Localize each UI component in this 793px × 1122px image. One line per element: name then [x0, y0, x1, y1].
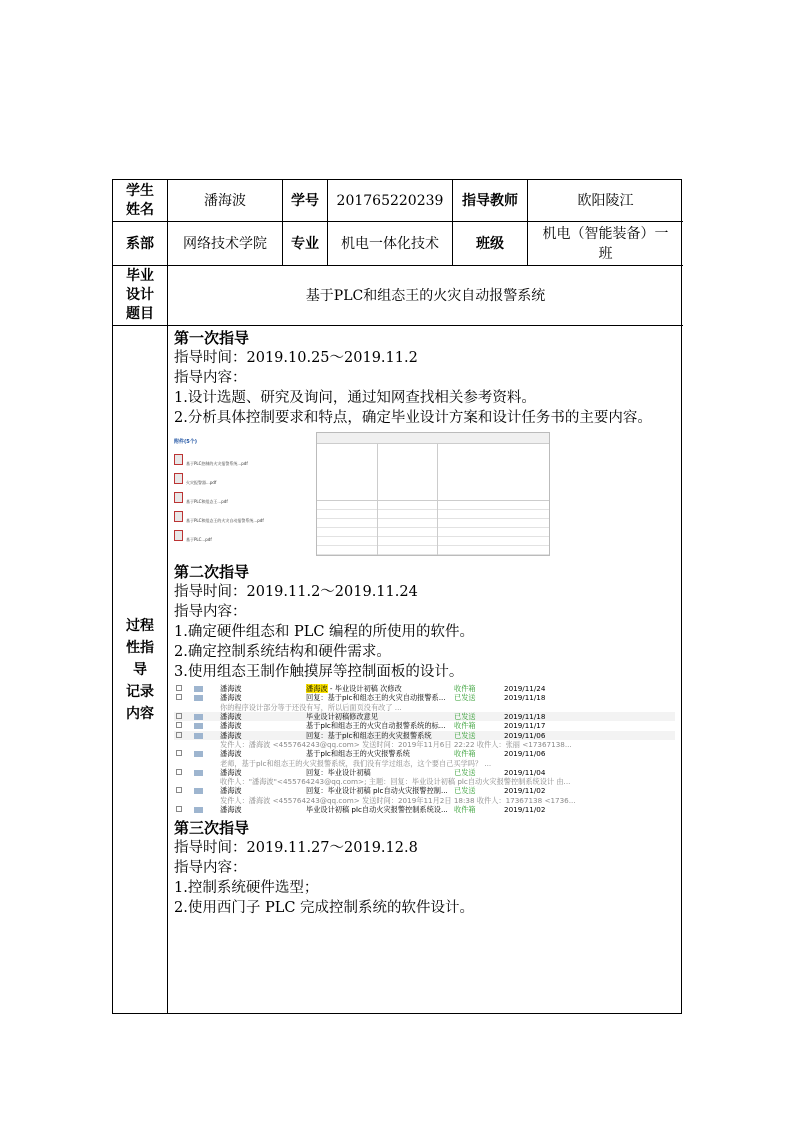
mail-row: 潘海波 毕业设计初稿修改意见 已发送 2019/11/18	[174, 712, 675, 721]
spreadsheet-preview	[316, 432, 550, 556]
guidance-1-title: 第一次指导	[174, 329, 250, 347]
spreadsheet-header	[317, 433, 549, 444]
mail-icon	[194, 723, 203, 729]
process-content	[168, 326, 681, 1014]
topic-title: 基于PLC和组态王的火灾自动报警系统	[168, 266, 683, 326]
mail-row: 潘海波 基于plc和组态王的火灾报警系统 收件箱 2019/11/06	[174, 749, 675, 758]
pdf-icon	[174, 530, 183, 541]
guidance-2-title: 第二次指导	[174, 563, 250, 581]
major: 机电一体化技术	[328, 222, 453, 266]
mail-icon	[194, 714, 203, 720]
mail-preview: 收件人："潘海波"<455764243@qq.com>; 主题：回复：毕业设计初稿 plc自动火灾报警控制系统设计 由...	[220, 777, 571, 787]
major-label: 专业	[283, 222, 328, 266]
guidance-2-time: 指导时间：2019.11.2～2019.11.24	[174, 584, 418, 600]
checkbox	[176, 787, 182, 793]
attachment-list	[174, 432, 314, 556]
department-label: 系部	[113, 222, 168, 266]
guidance-2-item: 3.使用组态王制作触摸屏等控制面板的设计。	[174, 664, 464, 680]
attachment-item: 基于PLC和组态王...pdf	[174, 492, 314, 509]
guidance-record-table	[112, 179, 682, 1014]
guidance-1-content-label: 指导内容：	[174, 370, 247, 386]
mail-row: 潘海波 回复：毕业设计初稿 已发送 2019/11/04	[174, 768, 675, 777]
guidance-1-item: 1.设计选题、研究及询问，通过知网查找相关参考资料。	[174, 390, 536, 406]
mail-row: 潘海波 毕业设计初稿 plc自动火灾报警控制系统设... 收件箱 2019/11/02	[174, 805, 675, 814]
advisor-name: 欧阳陵江	[528, 180, 683, 222]
attachment-item: 基于PLC控制的火灾报警系统...pdf	[174, 454, 314, 471]
class-name: 机电（智能装备）一班	[528, 222, 683, 266]
guidance-2-item: 1.确定硬件组态和 PLC 编程的所使用的软件。	[174, 624, 475, 640]
mail-icon	[194, 770, 203, 776]
class-label: 班级	[453, 222, 528, 266]
guidance-1-item: 2.分析具体控制要求和特点，确定毕业设计方案和设计任务书的主要内容。	[174, 410, 652, 426]
guidance-3-item: 2.使用西门子 PLC 完成控制系统的软件设计。	[174, 900, 475, 917]
guidance-2-item: 2.确定控制系统结构和硬件需求。	[174, 644, 391, 660]
attachment-screenshot	[174, 432, 675, 558]
checkbox	[176, 722, 182, 728]
pdf-icon	[174, 492, 183, 503]
attachment-item: 火灾报警器...pdf	[174, 473, 314, 490]
mail-list-screenshot	[174, 684, 675, 814]
mail-row: 潘海波 基于plc和组态王的火灾自动报警系统的标... 收件箱 2019/11/17	[174, 721, 675, 730]
guidance-3-title: 第三次指导	[174, 819, 250, 838]
process-label: 过程 性指 导 记录 内容	[113, 326, 168, 1014]
student-name: 潘海波	[168, 180, 283, 222]
student-name-label: 学生 姓名	[113, 180, 168, 222]
advisor-label: 指导教师	[453, 180, 528, 222]
pdf-icon	[174, 454, 183, 465]
guidance-1-time: 指导时间：2019.10.25～2019.11.2	[174, 350, 418, 366]
guidance-3-item: 1.控制系统硬件选型；	[174, 880, 319, 897]
student-id: 201765220239	[328, 180, 453, 222]
student-id-label: 学号	[283, 180, 328, 222]
department: 网络技术学院	[168, 222, 283, 266]
spreadsheet-content-row	[317, 444, 549, 501]
guidance-3-content-label: 指导内容：	[174, 860, 247, 877]
checkbox	[176, 685, 182, 691]
checkbox	[176, 713, 182, 719]
mail-row: 潘海波 潘海波 - 毕业设计初稿 次修改 收件箱 2019/11/24	[174, 684, 675, 693]
guidance-2-content-label: 指导内容：	[174, 604, 247, 620]
mail-preview: 你的程序设计部分等于还没有写，所以后面页没有改了 ...	[220, 702, 402, 712]
pdf-icon	[174, 473, 183, 484]
attachment-item: 基于PLC...pdf	[174, 530, 314, 547]
mail-icon	[194, 751, 203, 757]
mail-icon	[194, 788, 203, 794]
mail-icon	[194, 807, 203, 813]
checkbox	[176, 806, 182, 812]
mail-row: 潘海波 回复：基于plc和组态王的火灾报警系统 已发送 2019/11/06	[174, 731, 675, 740]
pdf-icon	[174, 511, 183, 522]
mail-preview: 发件人：潘海波 <455764243@qq.com> 发送时间：2019年11月6日 22:22 收件人：张丽 <17367138...	[220, 740, 572, 750]
attachment-header: 附件(5个)	[174, 439, 198, 445]
checkbox	[176, 732, 182, 738]
attachment-item: 基于PLC和组态王的火灾自动报警系统...pdf	[174, 511, 314, 528]
mail-icon	[194, 686, 203, 692]
mail-icon	[194, 733, 203, 739]
mail-icon	[194, 695, 203, 701]
guidance-3-time: 指导时间：2019.11.27～2019.12.8	[174, 840, 418, 857]
mail-preview: 发件人：潘海波 <455764243@qq.com> 发送时间：2019年11月2日 18:38 收件人：17367138 <1736...	[220, 795, 576, 805]
mail-preview: 老师，基于plc和组态王的火灾报警系统，我们没有学过组态，这个要自己买学吗？ ...	[220, 758, 492, 768]
mail-row: 潘海波 回复：毕业设计初稿 plc自动火灾报警控制... 已发送 2019/11/02	[174, 786, 675, 795]
mail-row: 潘海波 回复：基于plc和组态王的火灾自动报警系... 已发送 2019/11/18	[174, 693, 675, 702]
checkbox	[176, 694, 182, 700]
checkbox	[176, 769, 182, 775]
checkbox	[176, 750, 182, 756]
topic-label: 毕业 设计 题目	[113, 266, 168, 326]
